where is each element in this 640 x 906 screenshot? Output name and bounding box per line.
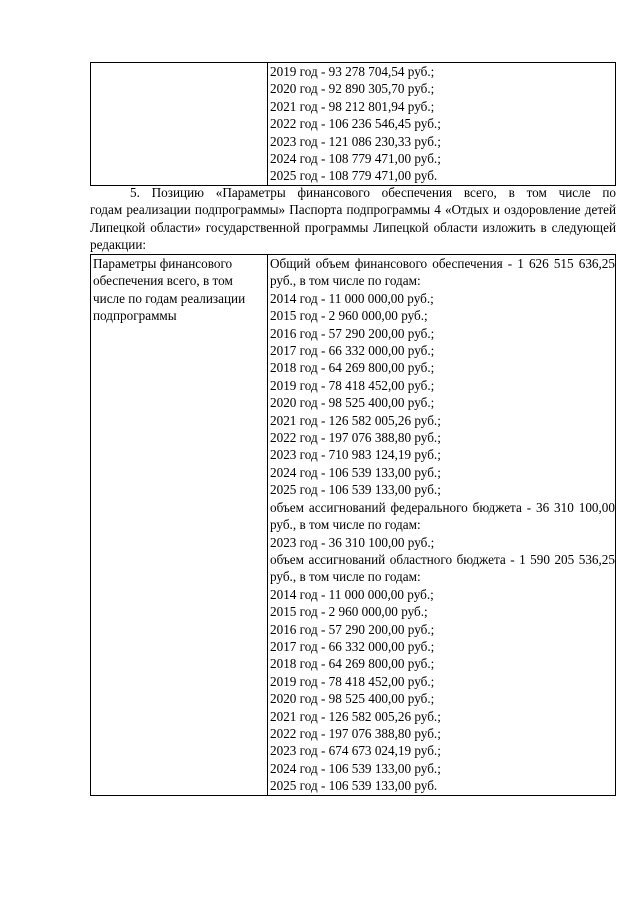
parameter-label: Параметры финансового обеспечения всего, в том числе по годам реализации подпрограммы [93,256,246,324]
year-line: 2025 год - 106 539 133,00 руб. [270,778,438,794]
year-line: 2014 год - 11 000 000,00 руб.; [270,290,434,306]
year-line: 2016 год - 57 290 200,00 руб.; [270,325,435,341]
year-line: 2015 год - 2 960 000,00 руб.; [270,604,428,620]
year-line: 2021 год - 126 582 005,26 руб.; [270,412,441,428]
year-line: 2023 год - 121 086 230,33 руб.; [270,133,441,149]
total-funding-text: Общий объем финансового обеспечения - 1 626 515 636,25 руб., в том числе по годам: [270,256,615,289]
table-row [91,63,616,186]
funding-table-continued [90,62,616,186]
year-line: 2017 год - 66 332 000,00 руб.; [270,638,435,654]
year-line: 2021 год - 126 582 005,26 руб.; [270,708,441,724]
year-line: 2017 год - 66 332 000,00 руб.; [270,343,435,359]
year-line: 2025 год - 108 779 471,00 руб. [270,168,438,184]
value-cell [268,63,616,186]
year-line: 2020 год - 92 890 305,70 руб.; [270,81,435,97]
year-line: 2023 год - 36 310 100,00 руб.; [270,534,435,550]
amendment-paragraph [90,184,616,253]
federal-budget-text: объем ассигнований федерального бюджета - 36 310 100,00 руб., в том числе по годам: [270,499,615,533]
year-line: 2020 год - 98 525 400,00 руб.; [270,691,435,707]
year-line: 2015 год - 2 960 000,00 руб.; [270,308,428,324]
parameter-label-cell [91,255,268,796]
year-line: 2023 год - 710 983 124,19 руб.; [270,447,441,463]
year-line: 2014 год - 11 000 000,00 руб.; [270,586,434,602]
year-line: 2020 год - 98 525 400,00 руб.; [270,395,435,411]
parameter-value-cell [268,255,616,796]
year-line: 2022 год - 197 076 388,80 руб.; [270,430,441,446]
year-line: 2024 год - 106 539 133,00 руб.; [270,464,441,480]
year-line: 2021 год - 98 212 801,94 руб.; [270,98,435,114]
year-line: 2024 год - 108 779 471,00 руб.; [270,151,441,167]
year-line: 2019 год - 78 418 452,00 руб.; [270,377,435,393]
year-line: 2019 год - 78 418 452,00 руб.; [270,673,435,689]
year-line: 2025 год - 106 539 133,00 руб.; [270,482,441,498]
label-cell-empty [91,63,268,186]
paragraph-body: годам реализации подпрограммы» Паспорта подпрограммы 4 «Отдых и оздоровление детей Липецкой области» государственной программы Липецкой области изложить в следующей редакции: [90,202,616,252]
year-line: 2018 год - 64 269 800,00 руб.; [270,360,435,376]
year-line: 2018 год - 64 269 800,00 руб.; [270,656,435,672]
year-line: 2023 год - 674 673 024,19 руб.; [270,743,441,759]
year-line: 2016 год - 57 290 200,00 руб.; [270,621,435,637]
regional-budget-text: объем ассигнований областного бюджета - 1 590 205 536,25 руб., в том числе по годам: [270,551,615,585]
paragraph-first-line: 5. Позицию «Параметры финансового обеспечения всего, в том числе по [130,185,616,200]
year-line: 2019 год - 93 278 704,54 руб.; [270,64,435,79]
year-line: 2024 год - 106 539 133,00 руб.; [270,760,441,776]
funding-parameters-table [90,254,616,796]
year-line: 2022 год - 106 236 546,45 руб.; [270,116,441,132]
year-line: 2022 год - 197 076 388,80 руб.; [270,725,441,741]
table-row [91,255,616,796]
